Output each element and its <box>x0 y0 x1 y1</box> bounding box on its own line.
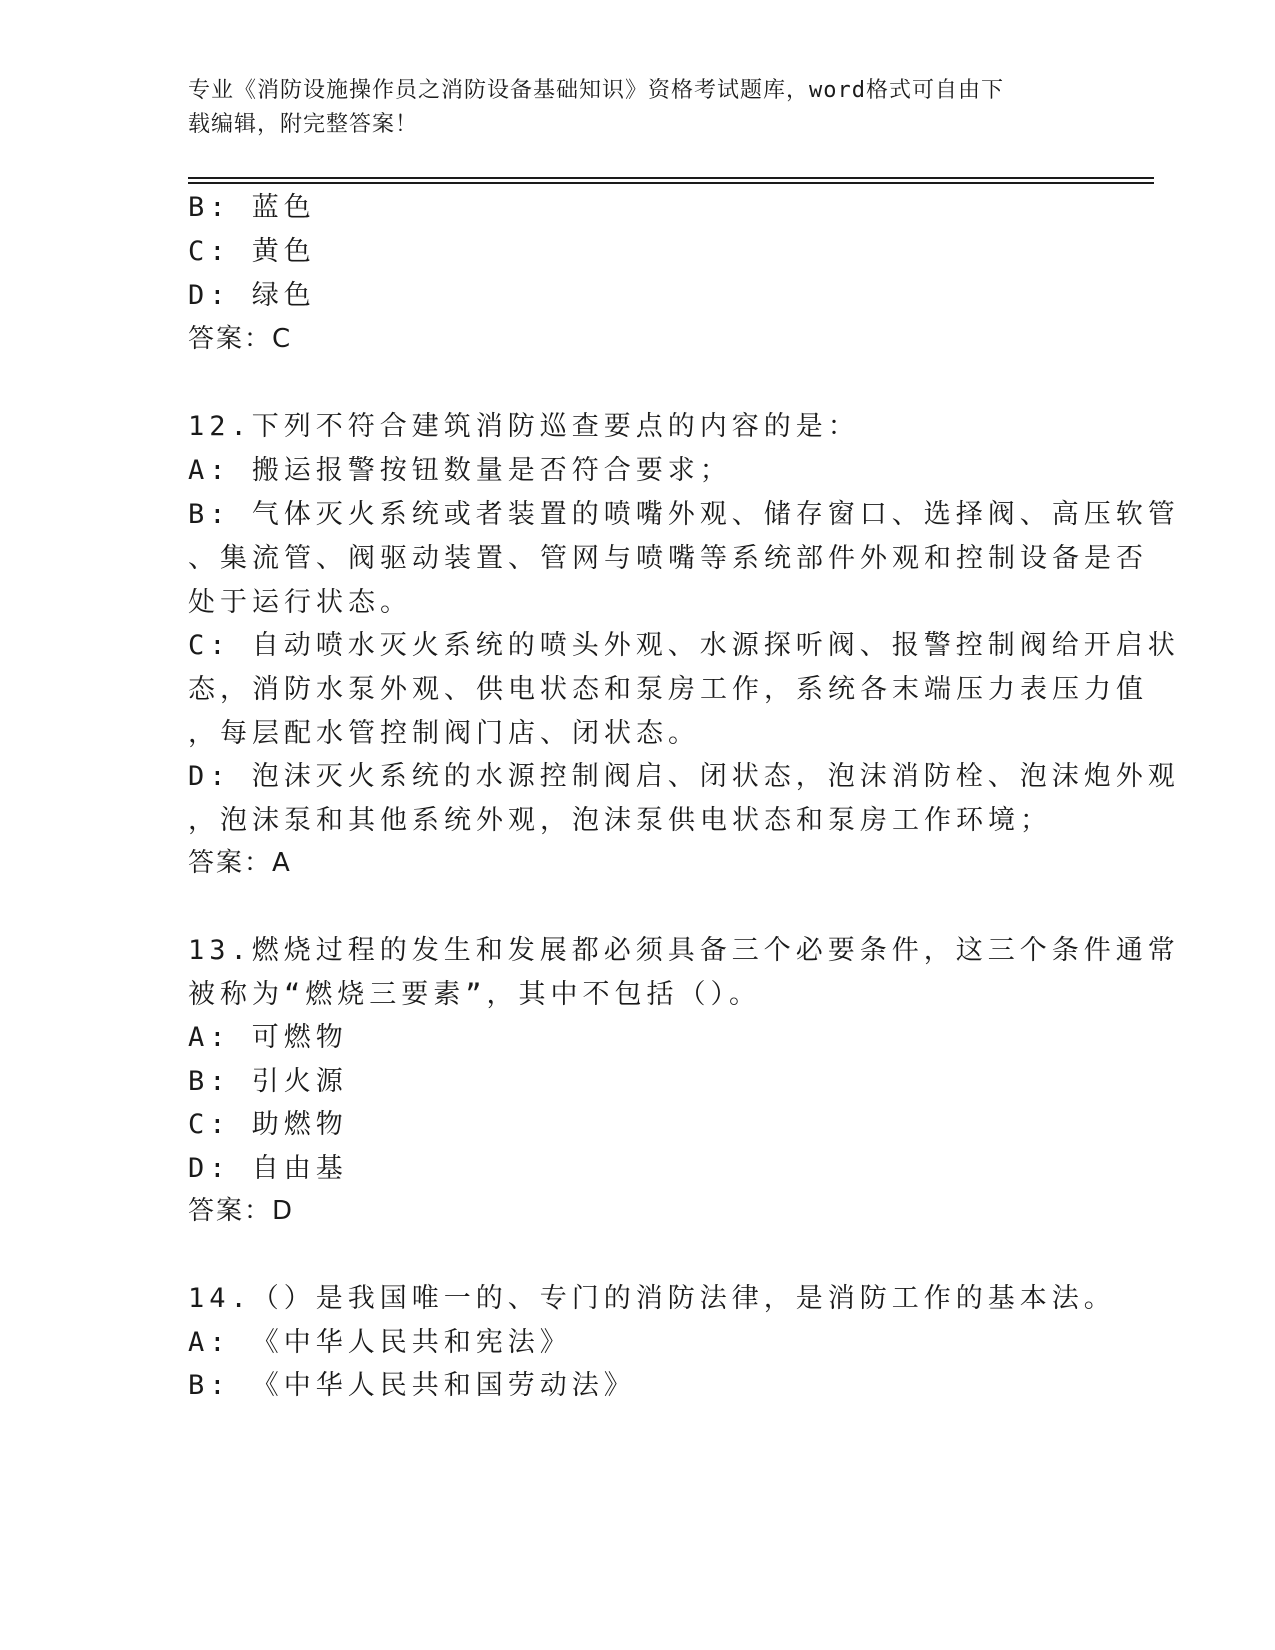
q12-option-c-line-2: 态，消防水泵外观、供电状态和泵房工作，系统各末端压力表压力值 <box>188 674 1148 705</box>
q13-option-a: A: 可燃物 <box>188 1022 348 1053</box>
q12-answer: 答案：A <box>188 848 292 878</box>
q13-answer: 答案：D <box>188 1196 295 1226</box>
q11-answer: 答案：C <box>188 324 293 354</box>
q12-option-d-line-1: D: 泡沫灭火系统的水源控制阀启、闭状态，泡沫消防栓、泡沫炮外观 <box>188 761 1180 792</box>
q11-option-c: C: 黄色 <box>188 236 316 267</box>
header-divider-thick <box>188 177 1154 179</box>
header-line-1: 专业《消防设施操作员之消防设备基础知识》资格考试题库，word格式可自由下 <box>188 78 1004 103</box>
q13-question-line-1: 13.燃烧过程的发生和发展都必须具备三个必要条件，这三个条件通常 <box>188 935 1180 966</box>
q13-option-d: D: 自由基 <box>188 1153 348 1184</box>
q12-option-b-line-3: 处于运行状态。 <box>188 587 412 618</box>
q14-question: 14.（）是我国唯一的、专门的消防法律，是消防工作的基本法。 <box>188 1283 1116 1314</box>
q11-option-b: B: 蓝色 <box>188 192 316 223</box>
q12-option-d-line-2: ，泡沫泵和其他系统外观，泡沫泵供电状态和泵房工作环境； <box>188 805 1052 836</box>
q12-option-a: A: 搬运报警按钮数量是否符合要求； <box>188 455 732 486</box>
q13-option-b: B: 引火源 <box>188 1066 348 1097</box>
q12-option-c-line-1: C: 自动喷水灭火系统的喷头外观、水源探听阀、报警控制阀给开启状 <box>188 630 1180 661</box>
q12-option-b-line-2: 、集流管、阀驱动装置、管网与喷嘴等系统部件外观和控制设备是否 <box>188 543 1148 574</box>
q13-option-c: C: 助燃物 <box>188 1109 348 1140</box>
q13-question-line-2: 被称为“燃烧三要素”，其中不包括（）。 <box>188 979 762 1010</box>
q11-option-d: D: 绿色 <box>188 280 316 311</box>
q12-question: 12.下列不符合建筑消防巡查要点的内容的是： <box>188 411 860 442</box>
q12-option-b-line-1: B: 气体灭火系统或者装置的喷嘴外观、储存窗口、选择阀、高压软管 <box>188 499 1180 530</box>
document-header <box>188 74 1068 142</box>
q14-option-b: B: 《中华人民共和国劳动法》 <box>188 1370 636 1401</box>
q12-option-c-line-3: ，每层配水管控制阀门店、闭状态。 <box>188 718 700 749</box>
header-line-2: 载编辑，附完整答案！ <box>188 112 419 137</box>
q14-option-a: A: 《中华人民共和宪法》 <box>188 1327 572 1358</box>
header-divider-thin <box>188 182 1154 184</box>
